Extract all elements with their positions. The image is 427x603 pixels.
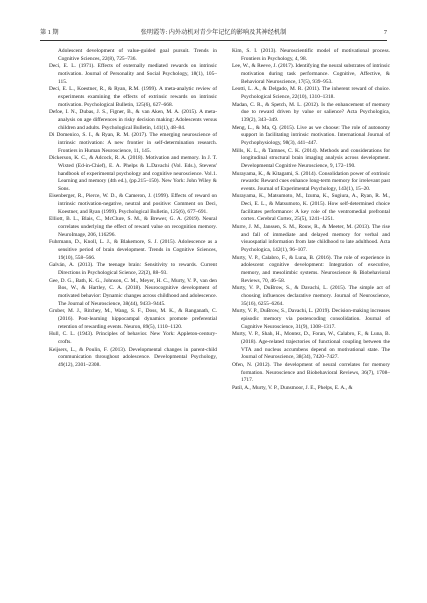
reference-entry: Kim, S. I. (2013). Neuroscientific model of motivational process. Frontiers in Psychology, 4, 98. xyxy=(232,48,390,62)
reference-entry: Murty, V. P., Shah, H., Montez, D., Foran, W., Calabro, F., & Luna, B. (2018). Age-related trajectories of functional coupling between the VTA and nucleus accumbens depend on motivational state. The Journal of Neuroscience, 38(34), 7420–7427. xyxy=(232,331,390,361)
reference-entry: Adolescent development of value-guided goal pursuit. Trends in Cognitive Sciences, 22(8), 725–736. xyxy=(58,48,217,62)
reference-entry: Galván, A. (2013). The teenage brain: Sensitivity to rewards. Current Directions in Psychological Science, 22(2), 88–93. xyxy=(49,262,217,277)
reference-entry: Fuhrmann, D., Knoll, L. J., & Blakemore, S. J. (2015). Adolescence as a sensitive period of brain development. Trends in Cognitive Sciences, 19(10), 558–566. xyxy=(49,239,217,261)
reference-entry: Defoe, I. N., Dubas, J. S., Figner, B., & van Aken, M. A. (2015). A meta-analysis on age differences in risky decision making: Adolescents versus children and adults. Psychological Bulletin, 141(1), 48–84. xyxy=(49,109,217,131)
reference-entry: Hull, C. L. (1943). Principles of behavior. New York: Appleton-century-crofts. xyxy=(49,331,217,345)
reference-entry: Elliott, B. L., Blais, C., McClure, S. M., & Brewer, G. A. (2019). Neural correlates underlying the effect of reward value on recognition memory. NeuroImage, 206, 116296. xyxy=(49,216,217,238)
references-right-column xyxy=(232,48,390,393)
reference-entry: Murayama, K., & Kitagami, S. (2014). Consolidation power of extrinsic rewards: Reward cues enhance long-term memory for irrelevant past events. Journal of Experimental Psychology, 143(1), 15–20. xyxy=(232,170,390,192)
references-left-column xyxy=(49,48,217,370)
reference-entry: Dickerson, K. C., & Adcock, R. A. (2018). Motivation and memory. In J. T. Wixted (Ed-in-Chief), E. A. Phelps & L.Davachi (Vol. Eds.), Stevens' handbook of experimental psychology and cognitive neuroscience. Vol.1. Learning and memory (4th ed.), (pp.215–150). New York: John Wiley & Sons. xyxy=(49,155,217,192)
reference-entry: Deci, E. L., Koestner, R., & Ryan, R.M. (1999). A meta-analytic review of experiments examining the effects of extrinsic rewards on intrinsic motivation. Psychological Bulletin, 125(6), 627–668. xyxy=(49,86,217,108)
header-rule xyxy=(40,40,387,41)
reference-entry: Lee, W., & Reeve, J. (2017). Identifying the neural substrates of intrinsic motivation during task performance. Cognitive, Affective, & Behavioral Neuroscience, 17(5), 939–953. xyxy=(232,63,390,85)
reference-entry: Deci, E. L. (1971). Effects of externally mediated rewards on intrinsic motivation. Journal of Personality and Social Psychology, 18(1), 105–115. xyxy=(49,63,217,85)
reference-entry: Patil, A., Murty, V. P., Dunsmoor, J. E., Phelps, E. A., & xyxy=(232,384,353,391)
reference-entry: Di Domenico, S. I., & Ryan, R. M. (2017). The emerging neuroscience of intrinsic motivation: A new frontier in self-determination research. Frontiers in Human Neuroscience, 11, 145. xyxy=(49,132,217,154)
reference-entry: Murty, V. P., Calabro, F., & Luna, B. (2016). The role of experience in adolescent cognitive development: Integration of executive, memory, and mesolimbic systems. Neuroscience & Biobehavioral Reviews, 70, 46–58. xyxy=(232,254,390,284)
running-title: 张明霞等: 内外动机对青少年记忆的影响及其神经机制 xyxy=(140,29,287,36)
reference-entry: Gruber, M. J., Ritchey, M., Wang, S. F., Doss, M. K., & Ranganath, C. (2016). Post-learning hippocampal dynamics promote preferential retention of rewarding events. Neuron, 89(5), 1110–1120. xyxy=(49,308,217,330)
reference-entry: Leotti, L. A., & Delgado, M. R. (2011). The inherent reward of choice. Psychological Science, 22(10), 1310–1318. xyxy=(232,86,390,100)
page-number: 7 xyxy=(383,29,387,36)
reference-entry: Meng, L., & Ma, Q. (2015). Live as we choose: The role of autonomy support in facilitating intrinsic motivation. International Journal of Psychophysiology, 98(3), 441–447. xyxy=(232,124,390,146)
reference-entry: Eisenberger, R., Pierce, W. D., & Cameron, J. (1999). Effects of reward on intrinsic motivation-negative, neutral and positive: Comment on Deci, Koestner, and Ryan (1999). Psychological Bulletin, 125(6), 677–691. xyxy=(49,193,217,215)
reference-entry: Madan, C. R., & Spetch, M. L. (2012). Is the enhancement of memory due to reward driven by value or salience? Acta Psychologica, 139(2), 343–349. xyxy=(232,101,390,123)
reference-entry: Mills, K. L., & Tamnes, C. K. (2014). Methods and considerations for longitudinal structural brain imaging analysis across development. Developmental Cognitive Neuroscience, 9, 172–190. xyxy=(232,147,390,169)
reference-entry: Murty, V. P., DuBrow, S., & Davachi, L. (2015). The simple act of choosing influences declarative memory. Journal of Neuroscience, 35(16), 6255–6264. xyxy=(232,285,390,307)
issue-number: 第 1 期 xyxy=(40,29,59,36)
reference-entry: Murayama, K., Matsumoto, M., Izuma, K., Sugiura, A., Ryan, R. M., Deci, E. L., & Matsumoto, K. (2015). How self-determined choice facilitates performance: A key role of the ventromedial prefrontal cortex. Cerebral Cortex, 25(5), 1241–1251. xyxy=(232,193,390,223)
reference-entry: Keijsers, L., & Poulin, F. (2013). Developmental changes in parent-child communication throughout adolescence. Developmental Psychology, 49(12), 2301–2308. xyxy=(49,346,217,368)
reference-entry: Gee, D. G., Bath, K. G., Johnson, C. M., Meyer, H. C., Murty, V. P., van den Bos, W., & Hartley, C. A. (2018). Neurocognitive development of motivated behavior: Dynamic changes across childhood and adolescence. The Journal of Neuroscience, 38(44), 9433–9445. xyxy=(49,277,217,307)
running-header xyxy=(40,27,387,39)
reference-entry: Murty, V. P., DuBrow, S., Davachi, L. (2019). Decision-making increases episodic memory via postencoding consolidation. Journal of Cognitive Neuroscience, 31(9), 1308–1317. xyxy=(232,308,390,330)
reference-entry: Murre, J. M., Janssen, S. M., Rouw, R., & Meeter, M. (2013). The rise and fall of immediate and delayed memory for verbal and visuospatial information from late childhood to late adulthood. Acta Psychologica, 142(1), 96–107. xyxy=(232,224,390,254)
reference-entry: Ofen, N. (2012). The development of neural correlates for memory formation. Neuroscience and Biobehavioral Reviews, 36(7), 1708–1717. xyxy=(232,361,390,384)
